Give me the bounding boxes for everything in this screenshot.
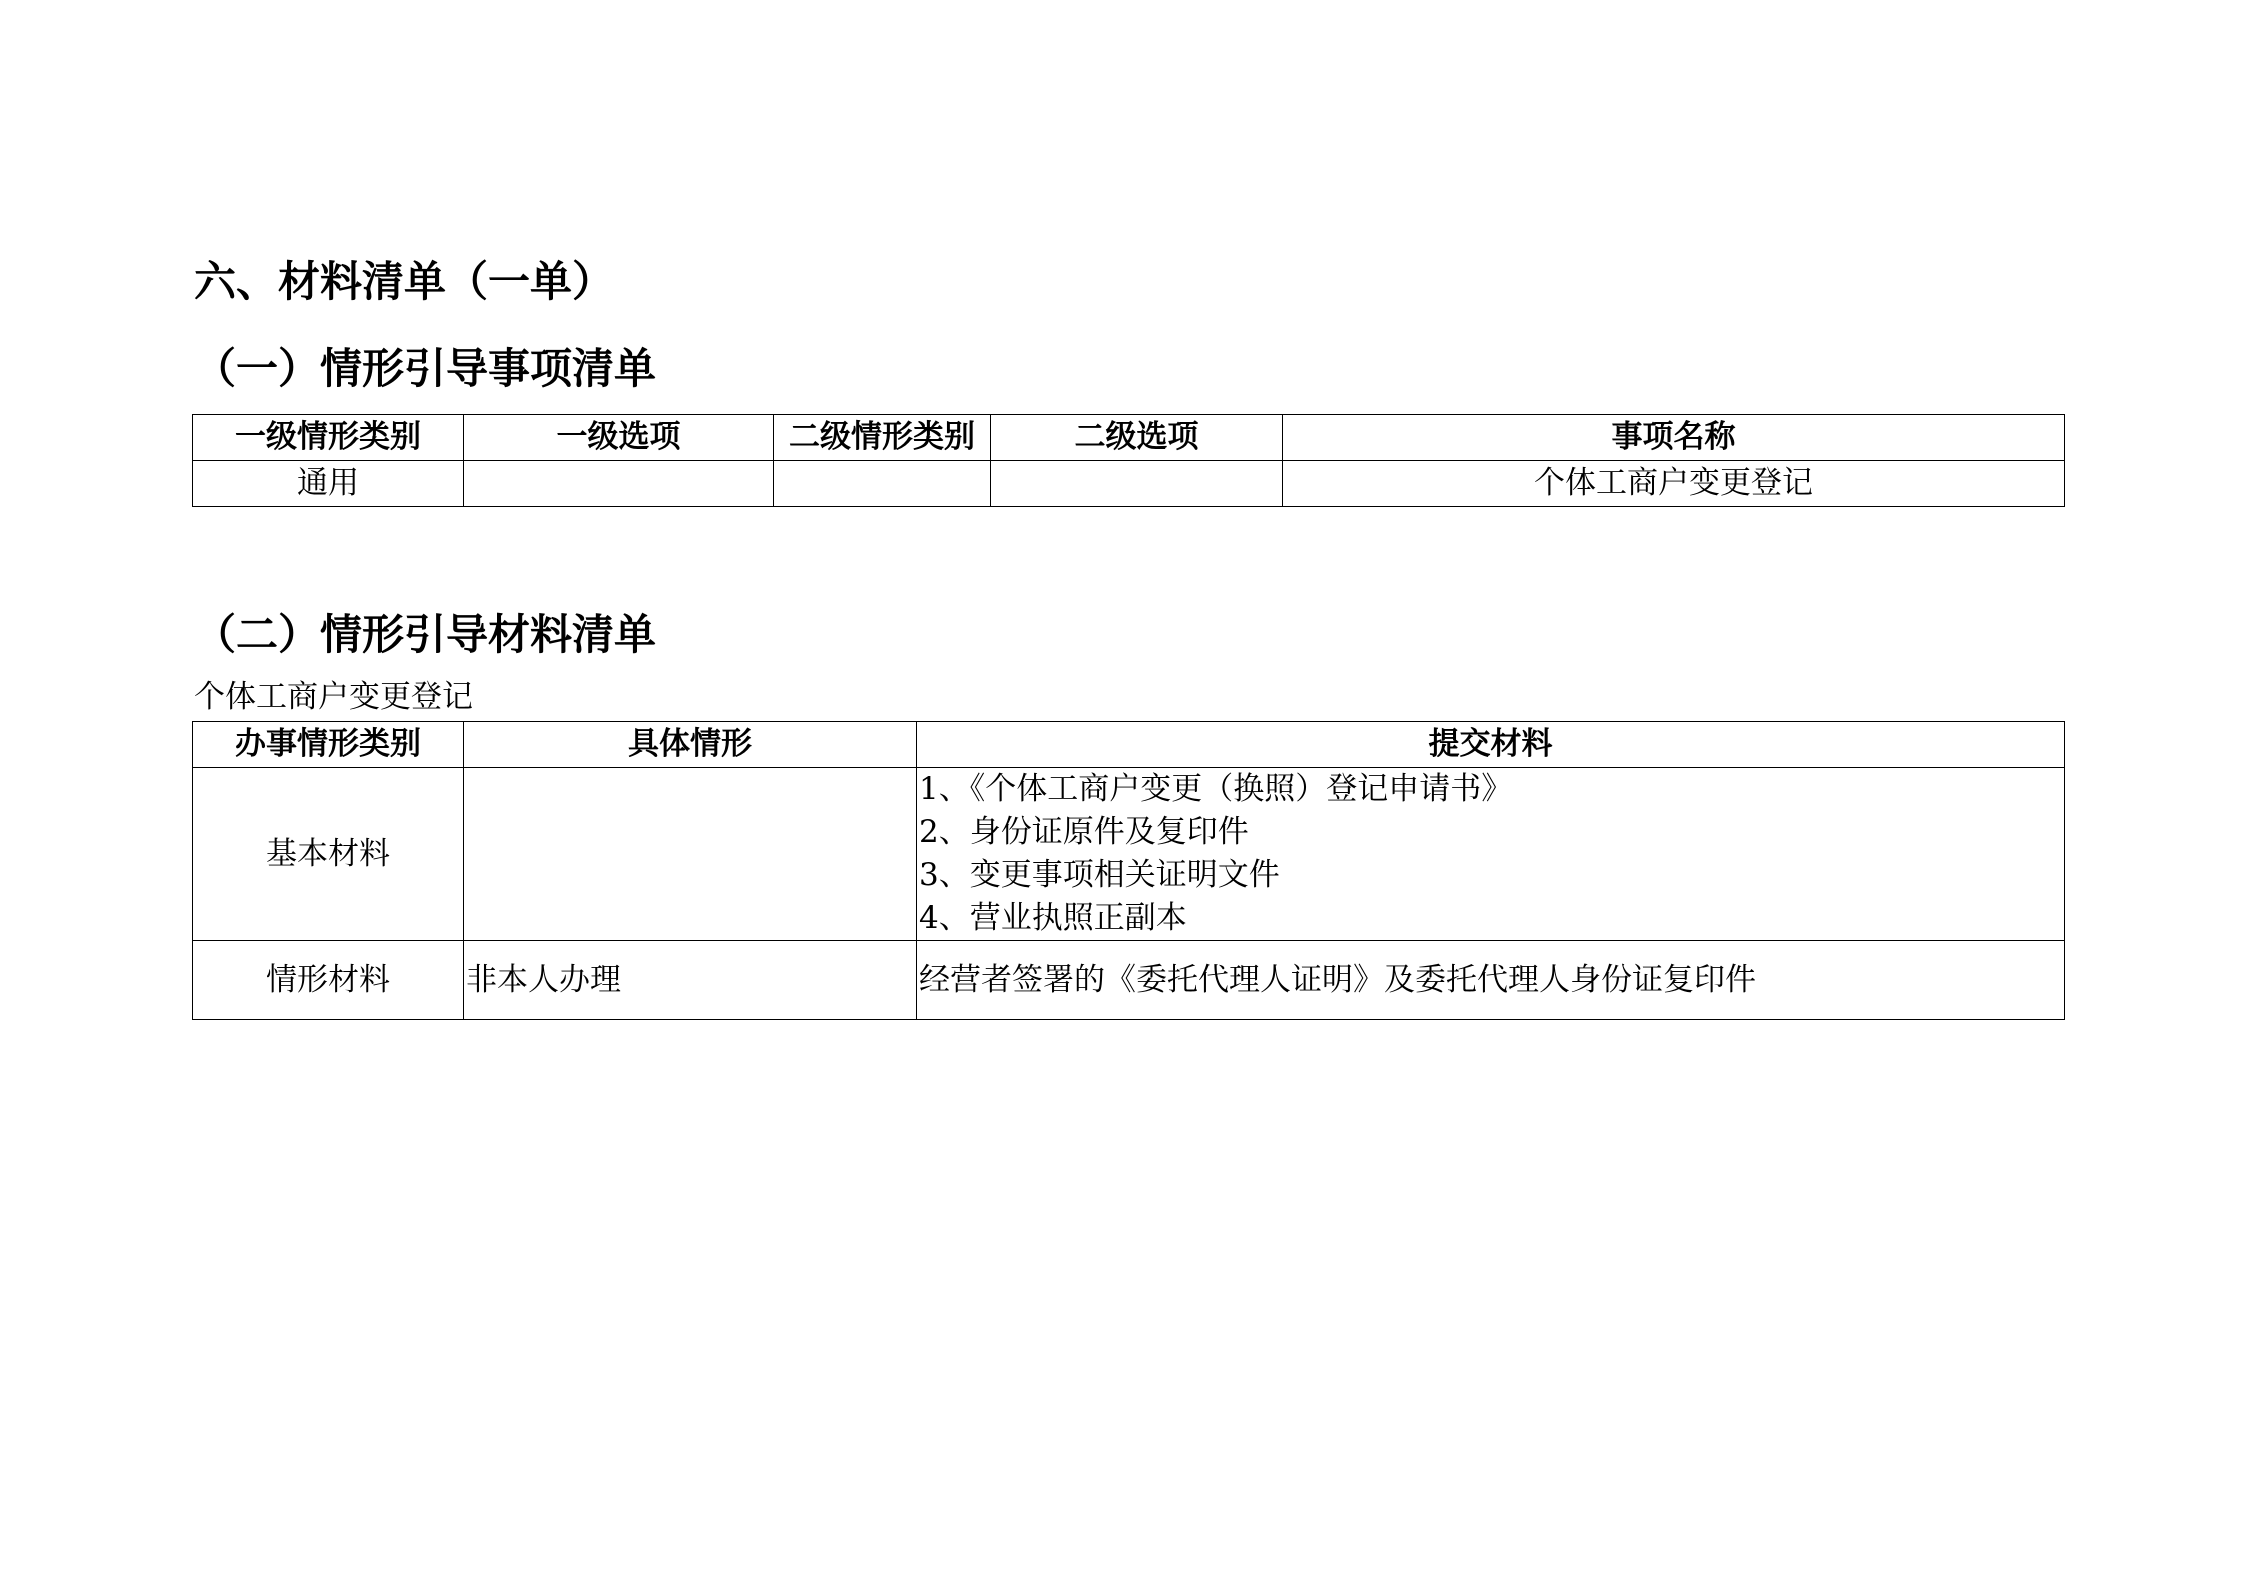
matter-list-table [192, 414, 2065, 507]
column-header: 办事情形类别 [193, 722, 464, 768]
column-header: 一级选项 [464, 415, 774, 461]
list-item: 2、身份证原件及复印件 [919, 814, 1249, 850]
section2-title: （二）情形引导材料清单 [194, 610, 657, 659]
list-item: 1、《个体工商户变更（换照）登记申请书》 [919, 771, 1513, 807]
section1-title: （一）情形引导事项清单 [194, 344, 657, 393]
table-row [193, 461, 2065, 507]
table-header-row [193, 722, 2065, 768]
column-header: 二级选项 [991, 415, 1283, 461]
materials-cell [917, 768, 2065, 941]
materials-cell: 经营者签署的《委托代理人证明》及委托代理人身份证复印件 [917, 941, 2065, 1020]
list-item: 3、变更事项相关证明文件 [919, 857, 1280, 893]
situation-cell: 非本人办理 [464, 941, 917, 1020]
table-cell [774, 461, 991, 507]
table-cell [464, 461, 774, 507]
table-cell: 通用 [193, 461, 464, 507]
table-cell [991, 461, 1283, 507]
materials-table [192, 721, 2065, 1020]
category-cell: 基本材料 [193, 768, 464, 941]
column-header: 一级情形类别 [193, 415, 464, 461]
column-header: 事项名称 [1283, 415, 2065, 461]
category-cell: 情形材料 [193, 941, 464, 1020]
situation-cell [464, 768, 917, 941]
list-item: 4、营业执照正副本 [919, 900, 1187, 936]
table-row [193, 768, 2065, 941]
page-heading: 六、材料清单（一单） [194, 257, 615, 306]
table-row [193, 941, 2065, 1020]
column-header: 具体情形 [464, 722, 917, 768]
table-cell: 个体工商户变更登记 [1283, 461, 2065, 507]
column-header: 提交材料 [917, 722, 2065, 768]
materials-list [917, 768, 2064, 940]
table-header-row [193, 415, 2065, 461]
section2-subtitle: 个体工商户变更登记 [194, 679, 473, 715]
column-header: 二级情形类别 [774, 415, 991, 461]
